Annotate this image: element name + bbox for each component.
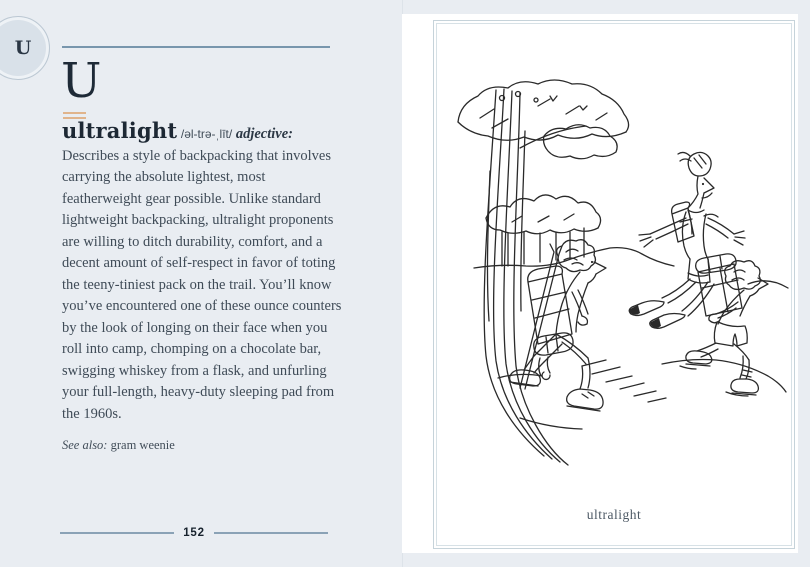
definition-text: Describes a style of backpacking that involves carrying the absolute lightest, most featherweight gear possible. Unlike standard lightweight backpacking, ultralight proponents are willing to ditch durability, comfort, and a decent amount of self-respect in favor of toting the teeny-tiniest pack on the trail. You’ll know you’ve encountered one of these ounce counters by the look of longing on their face when you roll into camp, chomping on a chocolate bar, swigging whiskey from a flask, and unfurling your full-length, heavy-duty sleeping pad from the 1960s. — [62, 147, 342, 422]
see-also-line — [62, 435, 344, 457]
page-footer — [60, 526, 328, 540]
see-also-term: gram weenie — [110, 438, 175, 452]
definition-paragraph — [62, 120, 344, 425]
section-letter: U — [61, 53, 102, 109]
illustration-caption: ultralight — [586, 507, 642, 522]
footer-rule-right — [214, 532, 328, 534]
ultralight-illustration — [450, 76, 790, 506]
right-page — [402, 14, 798, 553]
letter-tab-badge — [0, 16, 50, 80]
plate-frame-outer — [433, 20, 795, 549]
dictionary-entry — [62, 120, 344, 457]
see-also-label: See also: — [62, 438, 108, 452]
part-of-speech: adjective: — [235, 126, 293, 142]
footer-rule-left — [60, 532, 174, 534]
left-page — [0, 0, 403, 567]
page-number: 152 — [183, 527, 205, 539]
letter-tab-text: U — [14, 37, 32, 59]
top-rule — [62, 46, 330, 48]
headword: ultralight — [62, 118, 178, 143]
plate-frame-inner — [436, 23, 792, 546]
pronunciation: /əl-trə-ˌlīt/ — [180, 127, 233, 141]
